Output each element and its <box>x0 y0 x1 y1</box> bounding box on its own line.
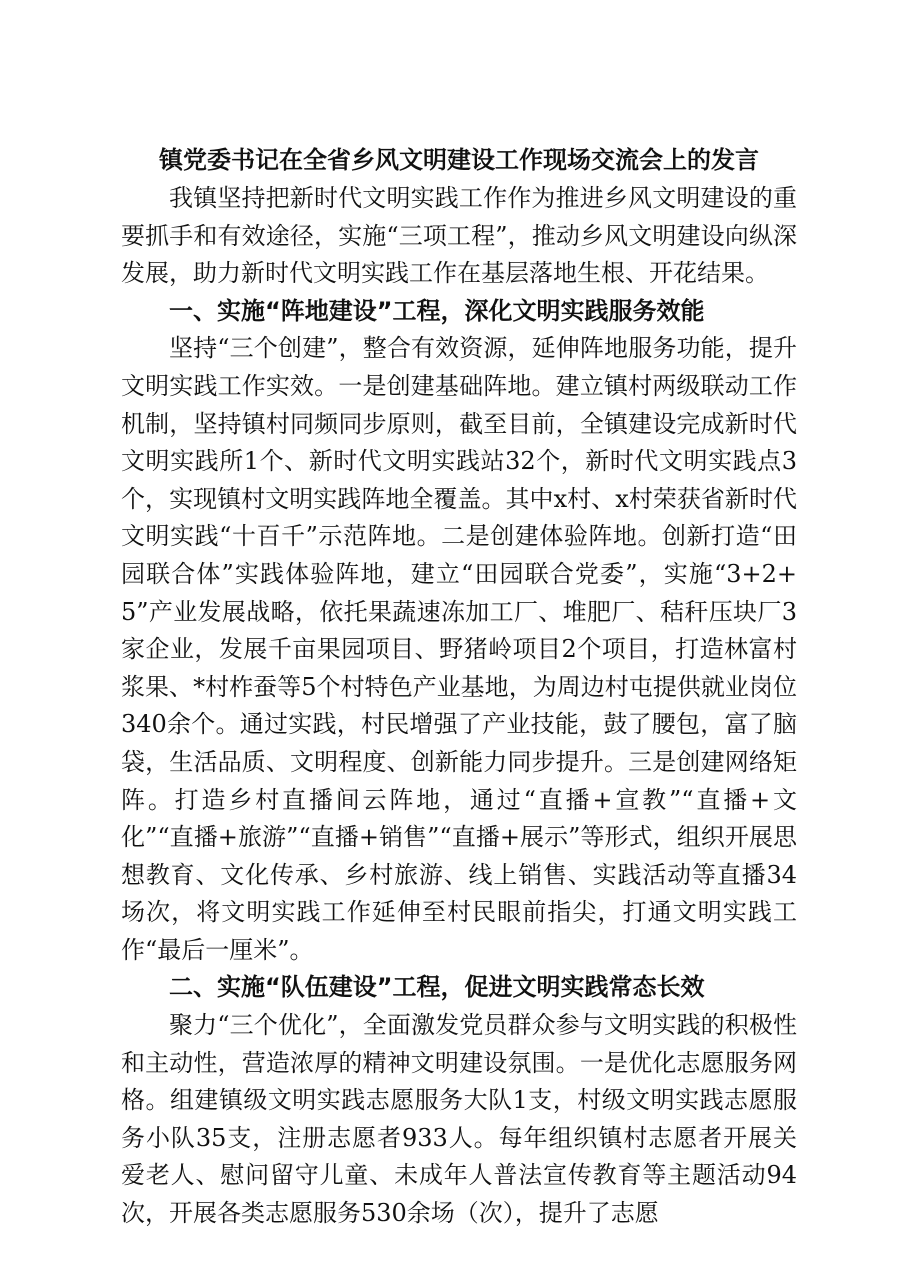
document-title: 镇党委书记在全省乡风文明建设工作现场交流会上的发言 <box>159 146 759 174</box>
section-1-heading: 一、实施“阵地建设”工程，深化文明实践服务效能 <box>169 296 705 325</box>
section-2-body: 聚力“三个优化”，全面激发党员群众参与文明实践的积极性和主动性，营造浓厚的精神文明建设氛围。一是优化志愿服务网格。组建镇级文明实践志愿服务大队1支，村级文明实践志愿服务小队35支，注册志愿者933人。每年组织镇村志愿者开展关爱老人、慰问留守儿童、未成年人普法宣传教育等主题活动94次，开展各类志愿服务530余场（次），提升了志愿 <box>121 1011 797 1228</box>
document-page <box>121 140 797 1233</box>
section-2-heading: 二、实施“队伍建设”工程，促进文明实践常态长效 <box>169 973 705 1002</box>
intro-paragraph: 我镇坚持把新时代文明实践工作作为推进乡风文明建设的重要抓手和有效途径，实施“三项工程”，推动乡风文明建设向纵深发展，助力新时代文明实践工作在基层落地生根、开花结果。 <box>121 184 797 288</box>
section-1-body: 坚持“三个创建”，整合有效资源，延伸阵地服务功能，提升文明实践工作实效。一是创建基础阵地。建立镇村两级联动工作机制，坚持镇村同频同步原则，截至目前，全镇建设完成新时代文明实践所1个、新时代文明实践站32个，新时代文明实践点3个，实现镇村文明实践阵地全覆盖。其中x村、x村荣获省新时代文明实践“十百千”示范阵地。二是创建体验阵地。创新打造“田园联合体”实践体验阵地，建立“田园联合党委”，实施“3+2+5”产业发展战略，依托果蔬速冻加工厂、堆肥厂、秸秆压块厂3家企业，发展千亩果园项目、野猪岭项目2个项目，打造林富村浆果、*村柞蚕等5个村特色产业基地，为周边村屯提供就业岗位340余个。通过实践，村民增强了产业技能，鼓了腰包，富了脑袋，生活品质、文明程度、创新能力同步提升。三是创建网络矩阵。打造乡村直播间云阵地，通过“直播+宣教”“直播+文化”“直播+旅游”“直播+销售”“直播+展示”等形式，组织开展思想教育、文化传承、乡村旅游、线上销售、实践活动等直播34场次，将文明实践工作延伸至村民眼前指尖，打通文明实践工作“最后一厘米”。 <box>121 334 797 964</box>
